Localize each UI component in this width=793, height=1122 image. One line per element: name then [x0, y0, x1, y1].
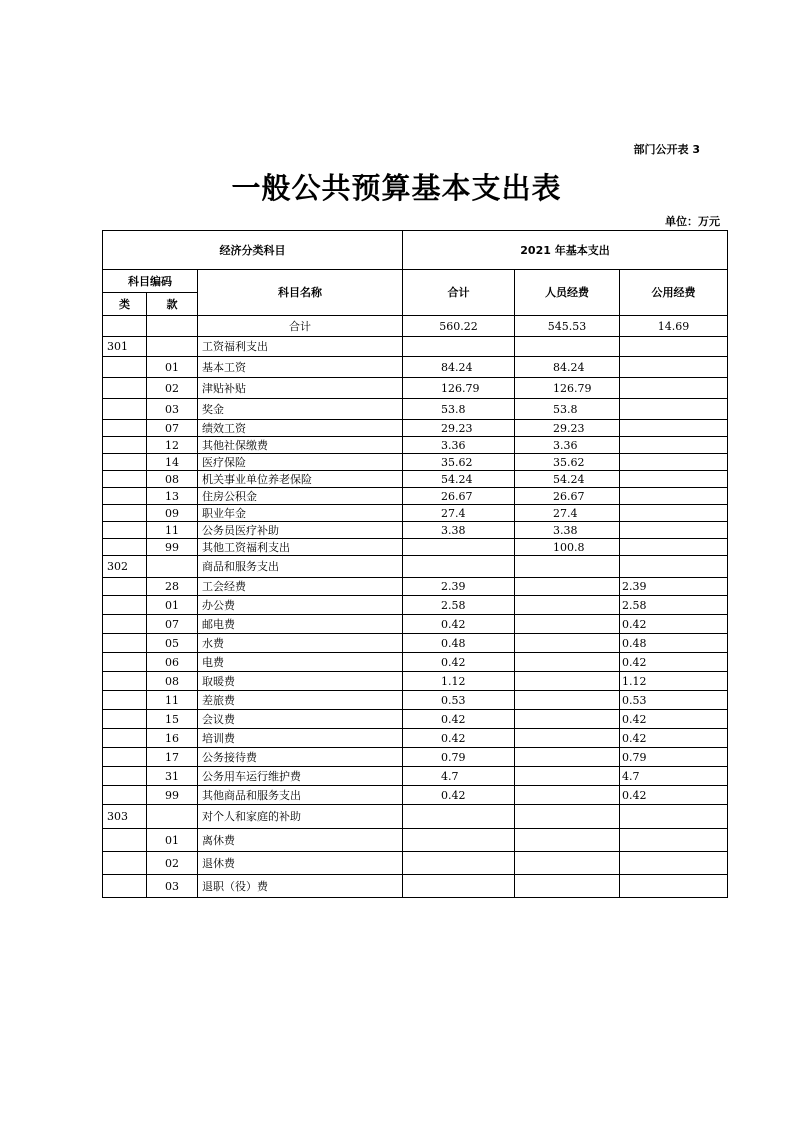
personnel-cell [515, 615, 620, 634]
total-cell: 3.38 [403, 522, 515, 539]
item-code-cell: 11 [147, 522, 198, 539]
category-code-cell [103, 399, 147, 420]
personnel-cell [515, 672, 620, 691]
category-code-cell [103, 420, 147, 437]
table-row [103, 829, 728, 852]
subject-name-cell: 办公费 [198, 596, 403, 615]
item-code-cell: 14 [147, 454, 198, 471]
item-code-cell: 02 [147, 378, 198, 399]
category-code-cell [103, 634, 147, 653]
public-cell [620, 539, 728, 556]
public-cell [620, 556, 728, 578]
unit-label: 单位：万元 [665, 215, 720, 228]
table-row [103, 399, 728, 420]
personnel-cell: 53.8 [515, 399, 620, 420]
total-public: 14.69 [620, 316, 728, 337]
item-code-cell: 99 [147, 786, 198, 805]
total-cell: 3.36 [403, 437, 515, 454]
public-cell [620, 337, 728, 357]
category-code-cell [103, 615, 147, 634]
public-cell [620, 852, 728, 875]
subject-name-cell: 退休费 [198, 852, 403, 875]
total-cell: 126.79 [403, 378, 515, 399]
table-row [103, 539, 728, 556]
total-cell: 0.79 [403, 748, 515, 767]
public-cell: 0.42 [620, 653, 728, 672]
total-cell: 2.58 [403, 596, 515, 615]
public-cell [620, 471, 728, 488]
category-code-cell: 302 [103, 556, 147, 578]
personnel-cell [515, 875, 620, 898]
public-cell: 0.42 [620, 786, 728, 805]
total-cell [403, 556, 515, 578]
table-row [103, 337, 728, 357]
personnel-cell [515, 634, 620, 653]
subject-name-cell: 基本工资 [198, 357, 403, 378]
subject-name-cell: 奖金 [198, 399, 403, 420]
public-cell [620, 357, 728, 378]
category-code-cell [103, 522, 147, 539]
total-cell: 84.24 [403, 357, 515, 378]
public-cell: 0.42 [620, 615, 728, 634]
item-code-cell: 12 [147, 437, 198, 454]
total-cell: 26.67 [403, 488, 515, 505]
table-row [103, 578, 728, 596]
public-cell: 0.42 [620, 729, 728, 748]
category-code-cell [103, 437, 147, 454]
table-row [103, 488, 728, 505]
personnel-cell [515, 578, 620, 596]
public-cell: 4.7 [620, 767, 728, 786]
personnel-cell [515, 852, 620, 875]
subject-name-cell: 商品和服务支出 [198, 556, 403, 578]
item-code-cell: 15 [147, 710, 198, 729]
item-code-cell: 01 [147, 829, 198, 852]
subject-name-cell: 其他商品和服务支出 [198, 786, 403, 805]
personnel-cell [515, 767, 620, 786]
public-cell [620, 488, 728, 505]
total-value: 560.22 [403, 316, 515, 337]
document-number: 部门公开表 3 [633, 143, 700, 156]
table-row [103, 596, 728, 615]
personnel-header: 人员经费 [515, 270, 620, 316]
personnel-cell [515, 829, 620, 852]
subject-name-cell: 水费 [198, 634, 403, 653]
category-code-cell: 301 [103, 337, 147, 357]
total-row [103, 316, 728, 337]
subject-name-cell: 公务用车运行维护费 [198, 767, 403, 786]
personnel-cell [515, 748, 620, 767]
table-row [103, 357, 728, 378]
category-code-cell [103, 471, 147, 488]
total-cell: 0.42 [403, 710, 515, 729]
item-code-cell [147, 337, 198, 357]
item-code-cell: 02 [147, 852, 198, 875]
personnel-cell [515, 556, 620, 578]
table-row [103, 437, 728, 454]
subject-name-cell: 其他社保缴费 [198, 437, 403, 454]
public-cell [620, 378, 728, 399]
code-header: 科目编码 [103, 270, 198, 293]
total-label: 合计 [198, 316, 403, 337]
budget-table [102, 230, 728, 898]
item-code-cell: 99 [147, 539, 198, 556]
type-header: 类 [103, 293, 147, 316]
total-cell [403, 337, 515, 357]
item-code-cell: 01 [147, 357, 198, 378]
total-cell: 29.23 [403, 420, 515, 437]
category-code-cell [103, 829, 147, 852]
category-code-cell [103, 672, 147, 691]
subject-name-cell: 对个人和家庭的补助 [198, 805, 403, 829]
table-row [103, 729, 728, 748]
total-cell [403, 539, 515, 556]
table-row [103, 556, 728, 578]
item-code-cell: 11 [147, 691, 198, 710]
category-code-cell [103, 691, 147, 710]
personnel-cell [515, 691, 620, 710]
public-cell: 2.39 [620, 578, 728, 596]
personnel-cell: 29.23 [515, 420, 620, 437]
total-cat-cell [103, 316, 147, 337]
public-cell [620, 875, 728, 898]
public-cell [620, 505, 728, 522]
category-code-cell [103, 578, 147, 596]
public-cell [620, 829, 728, 852]
public-cell: 0.79 [620, 748, 728, 767]
personnel-cell: 126.79 [515, 378, 620, 399]
public-cell [620, 522, 728, 539]
table-row [103, 378, 728, 399]
category-code-cell [103, 748, 147, 767]
economic-classification-header: 经济分类科目 [103, 231, 403, 270]
personnel-cell: 100.8 [515, 539, 620, 556]
item-code-cell: 13 [147, 488, 198, 505]
category-code-cell [103, 875, 147, 898]
subject-name-cell: 工资福利支出 [198, 337, 403, 357]
total-cell: 4.7 [403, 767, 515, 786]
table-row [103, 672, 728, 691]
public-cell: 0.42 [620, 710, 728, 729]
total-cell: 0.42 [403, 653, 515, 672]
category-code-cell [103, 596, 147, 615]
total-header: 合计 [403, 270, 515, 316]
page-title: 一般公共预算基本支出表 [231, 171, 562, 205]
subject-name-cell: 离休费 [198, 829, 403, 852]
personnel-cell: 35.62 [515, 454, 620, 471]
category-code-cell [103, 378, 147, 399]
personnel-cell: 54.24 [515, 471, 620, 488]
subject-name-cell: 电费 [198, 653, 403, 672]
total-cell: 27.4 [403, 505, 515, 522]
table-row [103, 471, 728, 488]
table-row [103, 420, 728, 437]
table-row [103, 634, 728, 653]
subject-name-cell: 邮电费 [198, 615, 403, 634]
category-code-cell [103, 357, 147, 378]
personnel-cell [515, 653, 620, 672]
subject-name-cell: 机关事业单位养老保险 [198, 471, 403, 488]
table-row [103, 710, 728, 729]
total-cell: 0.42 [403, 615, 515, 634]
table-row [103, 505, 728, 522]
category-code-cell [103, 710, 147, 729]
subject-name-cell: 取暖费 [198, 672, 403, 691]
total-cell: 2.39 [403, 578, 515, 596]
total-cell [403, 852, 515, 875]
total-cell: 0.53 [403, 691, 515, 710]
public-cell [620, 805, 728, 829]
public-cell [620, 420, 728, 437]
total-cell: 35.62 [403, 454, 515, 471]
personnel-cell [515, 710, 620, 729]
name-header: 科目名称 [198, 270, 403, 316]
item-code-cell: 08 [147, 672, 198, 691]
public-cell: 2.58 [620, 596, 728, 615]
total-cell: 0.42 [403, 786, 515, 805]
public-cell: 0.53 [620, 691, 728, 710]
total-cell: 1.12 [403, 672, 515, 691]
item-code-cell: 06 [147, 653, 198, 672]
table-row [103, 767, 728, 786]
public-cell: 1.12 [620, 672, 728, 691]
basic-expenditure-header: 2021 年基本支出 [403, 231, 728, 270]
item-code-cell: 07 [147, 420, 198, 437]
item-code-cell: 05 [147, 634, 198, 653]
public-cell [620, 437, 728, 454]
item-code-cell: 01 [147, 596, 198, 615]
table-row [103, 615, 728, 634]
item-code-cell: 31 [147, 767, 198, 786]
category-code-cell [103, 539, 147, 556]
item-code-cell: 03 [147, 875, 198, 898]
total-cell: 0.48 [403, 634, 515, 653]
public-cell [620, 454, 728, 471]
category-code-cell [103, 786, 147, 805]
total-personnel: 545.53 [515, 316, 620, 337]
subject-name-cell: 绩效工资 [198, 420, 403, 437]
table-row [103, 454, 728, 471]
table-row [103, 653, 728, 672]
item-code-cell: 28 [147, 578, 198, 596]
item-code-cell: 16 [147, 729, 198, 748]
subject-name-cell: 退职（役）费 [198, 875, 403, 898]
personnel-cell: 3.38 [515, 522, 620, 539]
category-code-cell [103, 729, 147, 748]
category-code-cell [103, 653, 147, 672]
public-cell [620, 399, 728, 420]
personnel-cell: 27.4 [515, 505, 620, 522]
table-row [103, 852, 728, 875]
item-code-cell [147, 805, 198, 829]
category-code-cell: 303 [103, 805, 147, 829]
item-code-cell: 07 [147, 615, 198, 634]
subject-name-cell: 住房公积金 [198, 488, 403, 505]
total-cell: 53.8 [403, 399, 515, 420]
category-code-cell [103, 852, 147, 875]
personnel-cell [515, 729, 620, 748]
table-row [103, 691, 728, 710]
subject-name-cell: 医疗保险 [198, 454, 403, 471]
table-body [103, 337, 728, 898]
total-cell: 54.24 [403, 471, 515, 488]
subject-name-cell: 培训费 [198, 729, 403, 748]
category-code-cell [103, 505, 147, 522]
category-code-cell [103, 454, 147, 471]
personnel-cell [515, 596, 620, 615]
subject-name-cell: 其他工资福利支出 [198, 539, 403, 556]
personnel-cell [515, 805, 620, 829]
subject-name-cell: 差旅费 [198, 691, 403, 710]
personnel-cell: 26.67 [515, 488, 620, 505]
subject-name-cell: 工会经费 [198, 578, 403, 596]
total-cell [403, 875, 515, 898]
subject-name-cell: 公务接待费 [198, 748, 403, 767]
item-code-cell: 08 [147, 471, 198, 488]
total-cell [403, 829, 515, 852]
item-code-cell [147, 556, 198, 578]
table-row [103, 522, 728, 539]
personnel-cell [515, 786, 620, 805]
personnel-cell: 84.24 [515, 357, 620, 378]
item-code-cell: 17 [147, 748, 198, 767]
item-code-cell: 09 [147, 505, 198, 522]
subject-name-cell: 津贴补贴 [198, 378, 403, 399]
public-header: 公用经费 [620, 270, 728, 316]
total-cell [403, 805, 515, 829]
total-sub-cell [147, 316, 198, 337]
total-cell: 0.42 [403, 729, 515, 748]
item-code-cell: 03 [147, 399, 198, 420]
subject-name-cell: 公务员医疗补助 [198, 522, 403, 539]
category-code-cell [103, 767, 147, 786]
item-header: 款 [147, 293, 198, 316]
table-row [103, 748, 728, 767]
personnel-cell [515, 337, 620, 357]
category-code-cell [103, 488, 147, 505]
public-cell: 0.48 [620, 634, 728, 653]
subject-name-cell: 职业年金 [198, 505, 403, 522]
subject-name-cell: 会议费 [198, 710, 403, 729]
table-row [103, 875, 728, 898]
personnel-cell: 3.36 [515, 437, 620, 454]
table-row [103, 805, 728, 829]
table-row [103, 786, 728, 805]
